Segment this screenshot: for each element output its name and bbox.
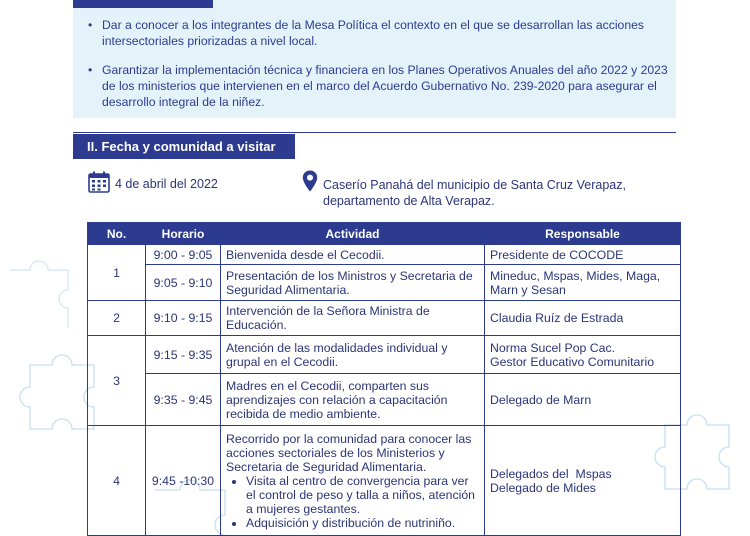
- table-row: [88, 426, 681, 536]
- row-number: 4: [88, 426, 146, 536]
- objective-item: • Dar a conocer a los integrantes de la Mesa Política el contexto en el que se desarrollan las acciones intersectoriales priorizadas a nivel local.: [88, 18, 644, 48]
- row-time: 9:00 - 9:05: [146, 245, 221, 265]
- row-time: 9:45 -10:30: [146, 426, 221, 536]
- row-responsible: Claudia Ruíz de Estrada: [485, 301, 681, 336]
- table-header-row: [88, 223, 681, 245]
- header-horario: Horario: [146, 223, 221, 245]
- row-time: 9:10 - 9:15: [146, 301, 221, 336]
- table-row: [88, 265, 681, 301]
- objective-item: • Garantizar la implementación técnica y financiera en los Planes Operativos Anuales del año 2022 y 2023 de los ministerios que intervienen en el marco del Acuerdo Gubernativo No. 239-2020 para asegurar el desarrollo integral de la niñez.: [88, 63, 668, 109]
- bullet-icon: •: [88, 63, 93, 77]
- row-number: 1: [88, 245, 146, 301]
- table-row: [88, 336, 681, 374]
- row-time: 9:35 - 9:45: [146, 374, 221, 426]
- bullet-icon: •: [88, 18, 93, 32]
- objectives-header-tab: [73, 0, 213, 8]
- table-row: [88, 374, 681, 426]
- section-title: II. Fecha y comunidad a visitar: [73, 134, 295, 159]
- list-item: • Visita al centro de convergencia para ver el control de peso y talla a niños, atención a mujeres gestantes.: [246, 474, 479, 516]
- row-activity: Atención de las modalidades individual y grupal en el Cecodii.: [221, 336, 485, 374]
- header-no: No.: [88, 223, 146, 245]
- row-activity: Intervención de la Señora Ministra de Educación.: [221, 301, 485, 336]
- section-divider: [73, 132, 676, 133]
- activity-sublist: [226, 474, 479, 530]
- header-actividad: Actividad: [221, 223, 485, 245]
- row-responsible: [485, 336, 681, 374]
- agenda-table: [87, 222, 681, 536]
- row-activity: Madres en el Cecodii, comparten sus aprendizajes con relación a capacitación recibida de medio ambiente.: [221, 374, 485, 426]
- activity-intro: Recorrido por la comunidad para conocer las acciones sectoriales de los Ministerios y Secretaria de Seguridad Alimentaria.: [226, 431, 472, 474]
- header-responsable: Responsable: [485, 223, 681, 245]
- row-responsible: [485, 426, 681, 536]
- date-text: 4 de abril del 2022: [115, 177, 218, 191]
- responsible-line: Norma Sucel Pop Cac.: [490, 340, 616, 355]
- row-number: 3: [88, 336, 146, 426]
- list-item: • Adquisición y distribución de nutriniño.: [246, 516, 479, 530]
- location-line: departamento de Alta Verapaz.: [323, 194, 495, 208]
- responsible-line: Delegado de Mides: [490, 480, 596, 495]
- map-pin-icon: [302, 170, 318, 192]
- responsible-line: Delegados del Mspas: [490, 466, 612, 481]
- row-responsible: Presidente de COCODE: [485, 245, 681, 265]
- row-responsible: Delegado de Marn: [485, 374, 681, 426]
- row-time: 9:05 - 9:10: [146, 265, 221, 301]
- row-activity: Presentación de los Ministros y Secretaria de Seguridad Alimentaria.: [221, 265, 485, 301]
- row-number: 2: [88, 301, 146, 336]
- responsible-line: Gestor Educativo Comunitario: [490, 354, 655, 369]
- calendar-icon: [88, 171, 110, 193]
- table-row: [88, 245, 681, 265]
- table-row: [88, 301, 681, 336]
- row-activity: Bienvenida desde el Cecodii.: [221, 245, 485, 265]
- row-activity: [221, 426, 485, 536]
- location-line: Caserío Panahá del municipio de Santa Cruz Verapaz,: [323, 178, 626, 192]
- location-text: [323, 177, 626, 209]
- row-responsible: Mineduc, Mspas, Mides, Maga, Marn y Sesan: [485, 265, 681, 301]
- row-time: 9:15 - 9:35: [146, 336, 221, 374]
- puzzle-decoration-icon: [0, 250, 90, 340]
